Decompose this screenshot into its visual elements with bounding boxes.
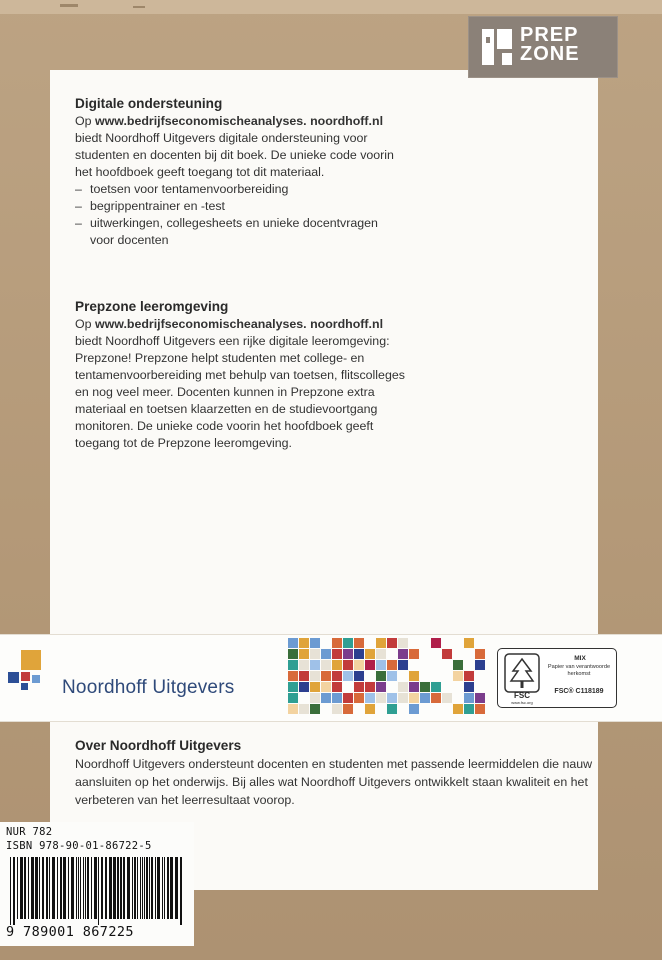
- mosaic-tile: [354, 660, 364, 670]
- barcode-bar: [109, 857, 112, 919]
- mosaic-tile: [409, 682, 419, 692]
- mosaic-tile: [442, 693, 452, 703]
- mosaic-tile: [321, 671, 331, 681]
- barcode-bar: [98, 857, 99, 925]
- mosaic-tile: [365, 693, 375, 703]
- mosaic-tile: [365, 682, 375, 692]
- mosaic-tile: [475, 649, 485, 659]
- mosaic-tile: [288, 660, 298, 670]
- barcode-bar: [63, 857, 66, 919]
- prepzone-word-1: PREP: [520, 24, 579, 46]
- mosaic-tile: [387, 671, 397, 681]
- barcode-bar: [85, 857, 86, 919]
- barcode-bar: [123, 857, 125, 919]
- mosaic-tile: [288, 649, 298, 659]
- barcode-bar: [167, 857, 169, 919]
- mosaic-tile: [343, 649, 353, 659]
- prepzone-url: www.bedrijfseconomischeanalyses. noordhoff.nl: [94, 317, 384, 331]
- mosaic-tile: [354, 649, 364, 659]
- mosaic-tile: [387, 638, 397, 648]
- mosaic-tile: [376, 660, 386, 670]
- mosaic-tile: [299, 638, 309, 648]
- mosaic-tile: [409, 693, 419, 703]
- mosaic-tile: [387, 704, 397, 714]
- fsc-abbrev: FSC: [514, 691, 530, 700]
- barcode-bar: [180, 857, 182, 925]
- barcode-bar: [83, 857, 84, 919]
- mosaic-tile: [398, 649, 408, 659]
- barcode-bar: [28, 857, 29, 919]
- barcode-bar: [157, 857, 160, 919]
- mosaic-tile: [321, 693, 331, 703]
- barcode-bar: [117, 857, 119, 919]
- barcode-bar: [142, 857, 143, 919]
- mosaic-tile: [409, 671, 419, 681]
- mosaic-tile: [332, 660, 342, 670]
- barcode-bar: [162, 857, 163, 919]
- mosaic-tile: [376, 682, 386, 692]
- barcode-bar: [76, 857, 77, 919]
- cover-top-edge: [0, 0, 662, 14]
- barcode-bars: [8, 857, 188, 925]
- barcode-bar: [170, 857, 173, 919]
- barcode-bar: [10, 857, 11, 925]
- mosaic-tile: [398, 682, 408, 692]
- mosaic-tile: [354, 682, 364, 692]
- barcode-bar: [24, 857, 26, 919]
- mosaic-tile: [332, 704, 342, 714]
- mosaic-tile: [310, 649, 320, 659]
- mosaic-tile: [409, 704, 419, 714]
- barcode-bar: [155, 857, 156, 919]
- barcode-bar: [151, 857, 153, 919]
- mosaic-tile: [453, 660, 463, 670]
- mosaic-tile: [464, 704, 474, 714]
- barcode-bar: [127, 857, 130, 919]
- barcode-bar: [140, 857, 141, 919]
- mosaic-tile: [420, 682, 430, 692]
- mosaic-tile: [332, 682, 342, 692]
- mosaic-tile: [354, 671, 364, 681]
- cover-scuff: [60, 4, 78, 7]
- mosaic-tile: [475, 704, 485, 714]
- barcode-bar: [60, 857, 62, 919]
- mosaic-tile: [354, 638, 364, 648]
- mosaic-tile: [387, 693, 397, 703]
- mosaic-tile: [464, 682, 474, 692]
- mosaic-tile: [310, 693, 320, 703]
- mosaic-tile: [332, 671, 342, 681]
- mosaic-tile: [387, 660, 397, 670]
- prepzone-section: [75, 298, 405, 452]
- barcode-bar: [57, 857, 58, 919]
- mosaic-tile: [409, 649, 419, 659]
- mosaic-tile: [288, 638, 298, 648]
- prepzone-paragraph: Op www.bedrijfseconomischeanalyses. noordhoff.nl biedt Noordhoff Uitgevers een rijke digitale leeromgeving: Prepzone! Prepzone helpt studenten met college- en tentamenvoorbereiding met behulp van toetsen, flitscolleges en nog veel meer. Docenten kunnen in Prepzone extra materiaal en toetsen klaarzetten en de studievoortgang monitoren. De unieke code voorin het hoofdboek geeft toegang tot de Prepzone leeromgeving.: [75, 317, 405, 450]
- over-paragraph: Noordhoff Uitgevers ondersteunt docenten en studenten met passende leermiddelen die nauw aansluiten op het onderwijs. Bij alles wat Noordhoff Uitgevers ontwikkelt staan kwaliteit en het verbeteren van het leerresultaat voorop.: [75, 757, 593, 807]
- barcode-bar: [17, 857, 18, 919]
- fsc-code: FSC® C118189: [554, 688, 604, 695]
- barcode-bar: [146, 857, 148, 919]
- mosaic-tile: [431, 693, 441, 703]
- barcode-bar: [42, 857, 44, 919]
- mosaic-tile: [288, 671, 298, 681]
- list-item: – begrippentrainer en -test: [75, 198, 405, 215]
- mosaic-tile: [376, 638, 386, 648]
- mosaic-tile: [453, 704, 463, 714]
- mosaic-tile: [376, 671, 386, 681]
- barcode-bar: [78, 857, 79, 919]
- mosaic-tile: [420, 693, 430, 703]
- mosaic-tile: [299, 682, 309, 692]
- mosaic-tile: [321, 649, 331, 659]
- mosaic-tile: [299, 649, 309, 659]
- mosaic-tile: [310, 682, 320, 692]
- barcode-bar: [175, 857, 178, 919]
- barcode-bar: [94, 857, 97, 919]
- barcode-bar: [134, 857, 136, 919]
- mosaic-tile: [376, 649, 386, 659]
- mosaic-tile: [299, 704, 309, 714]
- digitale-paragraph: Op www.bedrijfseconomischeanalyses. noordhoff.nl biedt Noordhoff Uitgevers digitale ondersteuning voor studenten en docenten bij dit boek. De unieke code voorin het hoofdboek geeft toegang tot dit materiaal.: [75, 114, 394, 179]
- cover-scuff: [133, 6, 145, 8]
- barcode-digits: 9 789001 867225: [6, 924, 134, 940]
- barcode-bar: [80, 857, 81, 919]
- barcode-bar: [164, 857, 165, 919]
- mosaic-tile: [431, 638, 441, 648]
- barcode-bar: [87, 857, 89, 919]
- barcode-bar: [20, 857, 23, 919]
- mosaic-tile: [343, 671, 353, 681]
- mosaic-tile: [299, 671, 309, 681]
- digitale-title: Digitale ondersteuning: [75, 96, 223, 111]
- publisher-name: Noordhoff Uitgevers: [62, 677, 235, 698]
- barcode-bar: [149, 857, 150, 919]
- mosaic-tile: [365, 660, 375, 670]
- mosaic-tile: [332, 693, 342, 703]
- barcode-bar: [13, 857, 15, 925]
- mosaic-tile: [321, 682, 331, 692]
- mosaic-tile: [475, 660, 485, 670]
- barcode-bar: [113, 857, 116, 919]
- mosaic-tile: [431, 682, 441, 692]
- over-noordhoff-section: [75, 737, 595, 809]
- barcode-bar: [39, 857, 40, 919]
- color-mosaic: [288, 636, 486, 718]
- mosaic-tile: [343, 638, 353, 648]
- barcode-bar: [137, 857, 138, 919]
- mosaic-tile: [365, 649, 375, 659]
- mosaic-tile: [475, 693, 485, 703]
- mosaic-tile: [453, 671, 463, 681]
- fsc-subtitle: Papier van verantwoorde herkomst: [547, 664, 611, 677]
- mosaic-tile: [354, 693, 364, 703]
- mosaic-tile: [321, 660, 331, 670]
- fsc-label: [497, 648, 617, 708]
- fsc-mix: MIX: [574, 655, 586, 662]
- barcode-bar: [52, 857, 55, 919]
- mosaic-tile: [398, 638, 408, 648]
- mosaic-tile: [310, 671, 320, 681]
- barcode-bar: [105, 857, 107, 919]
- mosaic-tile: [332, 638, 342, 648]
- list-item: – uitwerkingen, collegesheets en unieke docentvragen voor docenten: [75, 215, 405, 249]
- barcode-bar: [35, 857, 38, 919]
- barcode-bar: [91, 857, 92, 919]
- mosaic-tile: [464, 671, 474, 681]
- mosaic-tile: [365, 704, 375, 714]
- barcode-bar: [120, 857, 122, 919]
- mosaic-tile: [310, 704, 320, 714]
- digitale-list: [75, 181, 405, 249]
- barcode-bar: [101, 857, 103, 919]
- mosaic-tile: [343, 704, 353, 714]
- mosaic-tile: [288, 682, 298, 692]
- mosaic-tile: [376, 693, 386, 703]
- barcode-bar: [144, 857, 145, 919]
- mosaic-tile: [464, 638, 474, 648]
- nur-code: NUR 782: [6, 826, 53, 838]
- mosaic-tile: [299, 660, 309, 670]
- barcode-bar: [71, 857, 74, 919]
- barcode-bar: [132, 857, 133, 919]
- digitale-url: www.bedrijfseconomischeanalyses. noordhoff.nl: [94, 114, 384, 128]
- prepzone-word-2: ZONE: [520, 43, 580, 65]
- mosaic-tile: [288, 693, 298, 703]
- barcode-bar: [31, 857, 34, 919]
- mosaic-tile: [398, 693, 408, 703]
- prepzone-logo: [468, 16, 618, 78]
- list-item: – toetsen voor tentamenvoorbereiding: [75, 181, 405, 198]
- over-title: Over Noordhoff Uitgevers: [75, 738, 242, 753]
- mosaic-tile: [288, 704, 298, 714]
- barcode-bar: [46, 857, 48, 919]
- barcode-bar: [68, 857, 69, 919]
- mosaic-tile: [332, 649, 342, 659]
- barcode-bar: [49, 857, 50, 919]
- noordhoff-logo-icon: [8, 650, 48, 696]
- mosaic-tile: [310, 638, 320, 648]
- mosaic-tile: [442, 649, 452, 659]
- mosaic-tile: [343, 660, 353, 670]
- mosaic-tile: [464, 693, 474, 703]
- fsc-website: www.fsc.org: [511, 700, 533, 705]
- mosaic-tile: [398, 660, 408, 670]
- prepzone-mark-icon: [482, 29, 512, 65]
- isbn-code: ISBN 978-90-01-86722-5: [6, 840, 152, 852]
- mosaic-tile: [310, 660, 320, 670]
- digitale-ondersteuning-section: [75, 95, 405, 249]
- prepzone-title: Prepzone leeromgeving: [75, 299, 229, 314]
- mosaic-tile: [343, 693, 353, 703]
